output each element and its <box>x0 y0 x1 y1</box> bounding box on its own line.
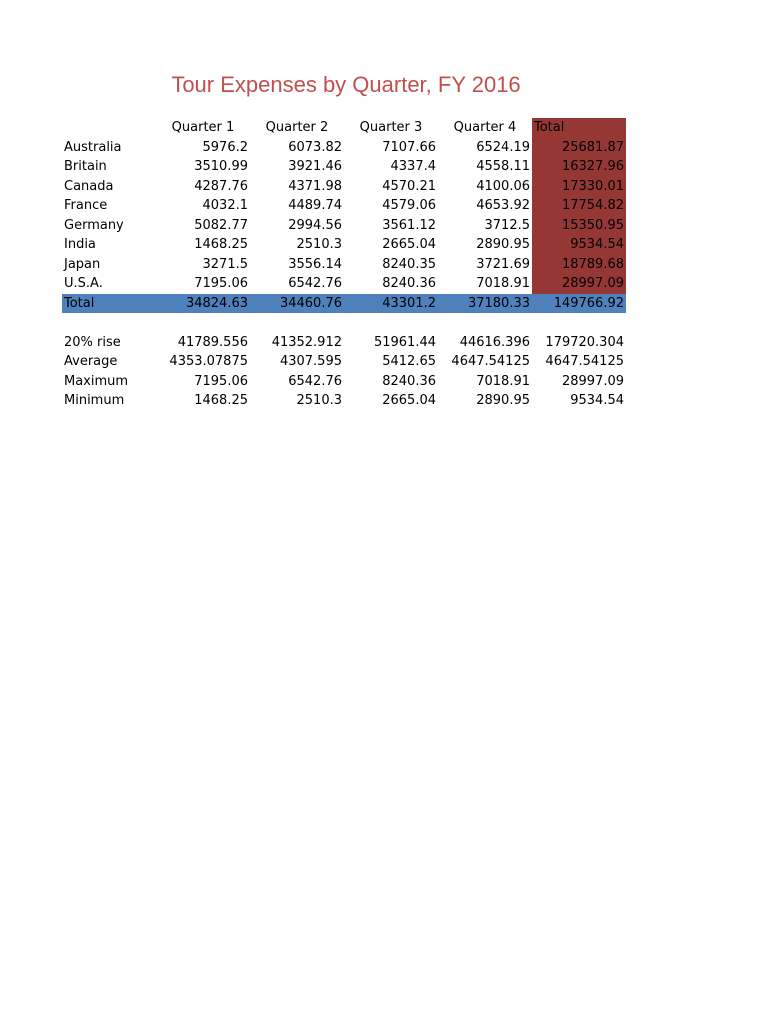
row-label: Canada <box>64 178 114 194</box>
stats-value: 2510.3 <box>296 393 342 408</box>
stats-value: 1468.25 <box>194 393 248 408</box>
cell-value: 4100.06 <box>476 178 530 194</box>
cell-value: 3556.14 <box>288 256 342 272</box>
stats-value: 41352.912 <box>271 334 342 350</box>
cell-value: 8240.36 <box>382 276 436 291</box>
expenses-table <box>62 118 626 411</box>
header-row <box>62 118 626 138</box>
table-row <box>62 274 626 294</box>
stats-value: 51961.44 <box>373 334 436 350</box>
row-label: U.S.A. <box>64 276 103 291</box>
stats-value: 4307.595 <box>279 354 342 369</box>
cell-total: 17754.82 <box>532 196 626 216</box>
cell-value: 1468.25 <box>194 237 248 252</box>
total-row-value: 37180.33 <box>438 294 532 314</box>
cell-value: 4371.98 <box>288 178 342 194</box>
cell-value: 2665.04 <box>382 237 436 252</box>
cell-value: 3271.5 <box>202 256 248 272</box>
stats-value: 7018.91 <box>476 373 530 389</box>
total-row-value: 34824.63 <box>156 294 250 314</box>
stats-value: 41789.556 <box>177 334 248 350</box>
cell-value: 2890.95 <box>476 237 530 252</box>
stats-value: 2890.95 <box>476 393 530 408</box>
table-row <box>62 255 626 275</box>
cell-total: 17330.01 <box>532 177 626 197</box>
stats-label: Minimum <box>64 393 125 408</box>
sheet-title <box>0 71 692 99</box>
row-label: Japan <box>64 256 101 272</box>
cell-value: 2994.56 <box>288 217 342 233</box>
stats-row <box>62 391 626 411</box>
spacer-row <box>62 313 626 333</box>
stats-label: Average <box>64 354 118 369</box>
stats-value: 8240.36 <box>382 373 436 389</box>
cell-total: 16327.96 <box>532 157 626 177</box>
stats-value: 9534.54 <box>570 393 624 408</box>
table-row <box>62 157 626 177</box>
cell-value: 4032.1 <box>202 198 248 213</box>
header-quarter-4: Quarter 4 <box>453 120 517 135</box>
cell-value: 4489.74 <box>288 198 342 213</box>
header-quarter-2: Quarter 2 <box>265 120 329 135</box>
table-row <box>62 196 626 216</box>
cell-value: 3921.46 <box>288 159 342 174</box>
header-quarter-1: Quarter 1 <box>171 120 235 135</box>
row-label: Britain <box>64 159 107 174</box>
cell-value: 4570.21 <box>382 178 436 194</box>
cell-value: 3712.5 <box>484 217 530 233</box>
table-row <box>62 235 626 255</box>
cell-total: 28997.09 <box>532 274 626 294</box>
cell-total: 18789.68 <box>532 255 626 275</box>
cell-value: 3510.99 <box>194 159 248 174</box>
row-label: Australia <box>64 139 122 155</box>
cell-value: 7107.66 <box>382 139 436 155</box>
header-quarter-3: Quarter 3 <box>359 120 423 135</box>
cell-value: 4579.06 <box>382 198 436 213</box>
cell-value: 7195.06 <box>194 276 248 291</box>
total-row-label: Total <box>62 294 156 314</box>
table-row <box>62 138 626 158</box>
stats-value: 4353.07875 <box>169 354 248 369</box>
cell-value: 6542.76 <box>288 276 342 291</box>
stats-row <box>62 333 626 353</box>
stats-value: 44616.396 <box>459 334 530 350</box>
header-total: Total <box>532 118 626 138</box>
total-row-value: 43301.2 <box>344 294 438 314</box>
sheet-title-text: Tour Expenses by Quarter, FY 2016 <box>171 72 521 97</box>
stats-value: 28997.09 <box>561 373 624 389</box>
total-row <box>62 294 626 314</box>
stats-row <box>62 372 626 392</box>
stats-value: 5412.65 <box>382 354 436 369</box>
table-row <box>62 216 626 236</box>
stats-label: Maximum <box>64 373 129 389</box>
cell-value: 4287.76 <box>194 178 248 194</box>
stats-value: 2665.04 <box>382 393 436 408</box>
grand-total-value: 149766.92 <box>532 294 626 314</box>
stats-value: 4647.54125 <box>545 354 624 369</box>
cell-value: 5976.2 <box>202 139 248 155</box>
cell-value: 8240.35 <box>382 256 436 272</box>
row-label: India <box>64 237 96 252</box>
cell-value: 6524.19 <box>476 139 530 155</box>
row-label: Germany <box>64 217 124 233</box>
cell-total: 25681.87 <box>532 138 626 158</box>
total-row-value: 34460.76 <box>250 294 344 314</box>
cell-value: 6073.82 <box>288 139 342 155</box>
cell-value: 2510.3 <box>296 237 342 252</box>
stats-value: 6542.76 <box>288 373 342 389</box>
cell-value: 4653.92 <box>476 198 530 213</box>
table-row <box>62 177 626 197</box>
cell-value: 4337.4 <box>390 159 436 174</box>
cell-value: 3721.69 <box>476 256 530 272</box>
cell-value: 3561.12 <box>382 217 436 233</box>
stats-value: 7195.06 <box>194 373 248 389</box>
stats-label: 20% rise <box>64 334 121 350</box>
cell-total: 15350.95 <box>532 216 626 236</box>
cell-value: 7018.91 <box>476 276 530 291</box>
cell-value: 4558.11 <box>476 159 530 174</box>
header-corner-cell <box>62 118 156 138</box>
stats-value: 179720.304 <box>545 334 624 350</box>
stats-row <box>62 352 626 372</box>
cell-value: 5082.77 <box>194 217 248 233</box>
row-label: France <box>64 198 108 213</box>
stats-value: 4647.54125 <box>451 354 530 369</box>
cell-total: 9534.54 <box>532 235 626 255</box>
